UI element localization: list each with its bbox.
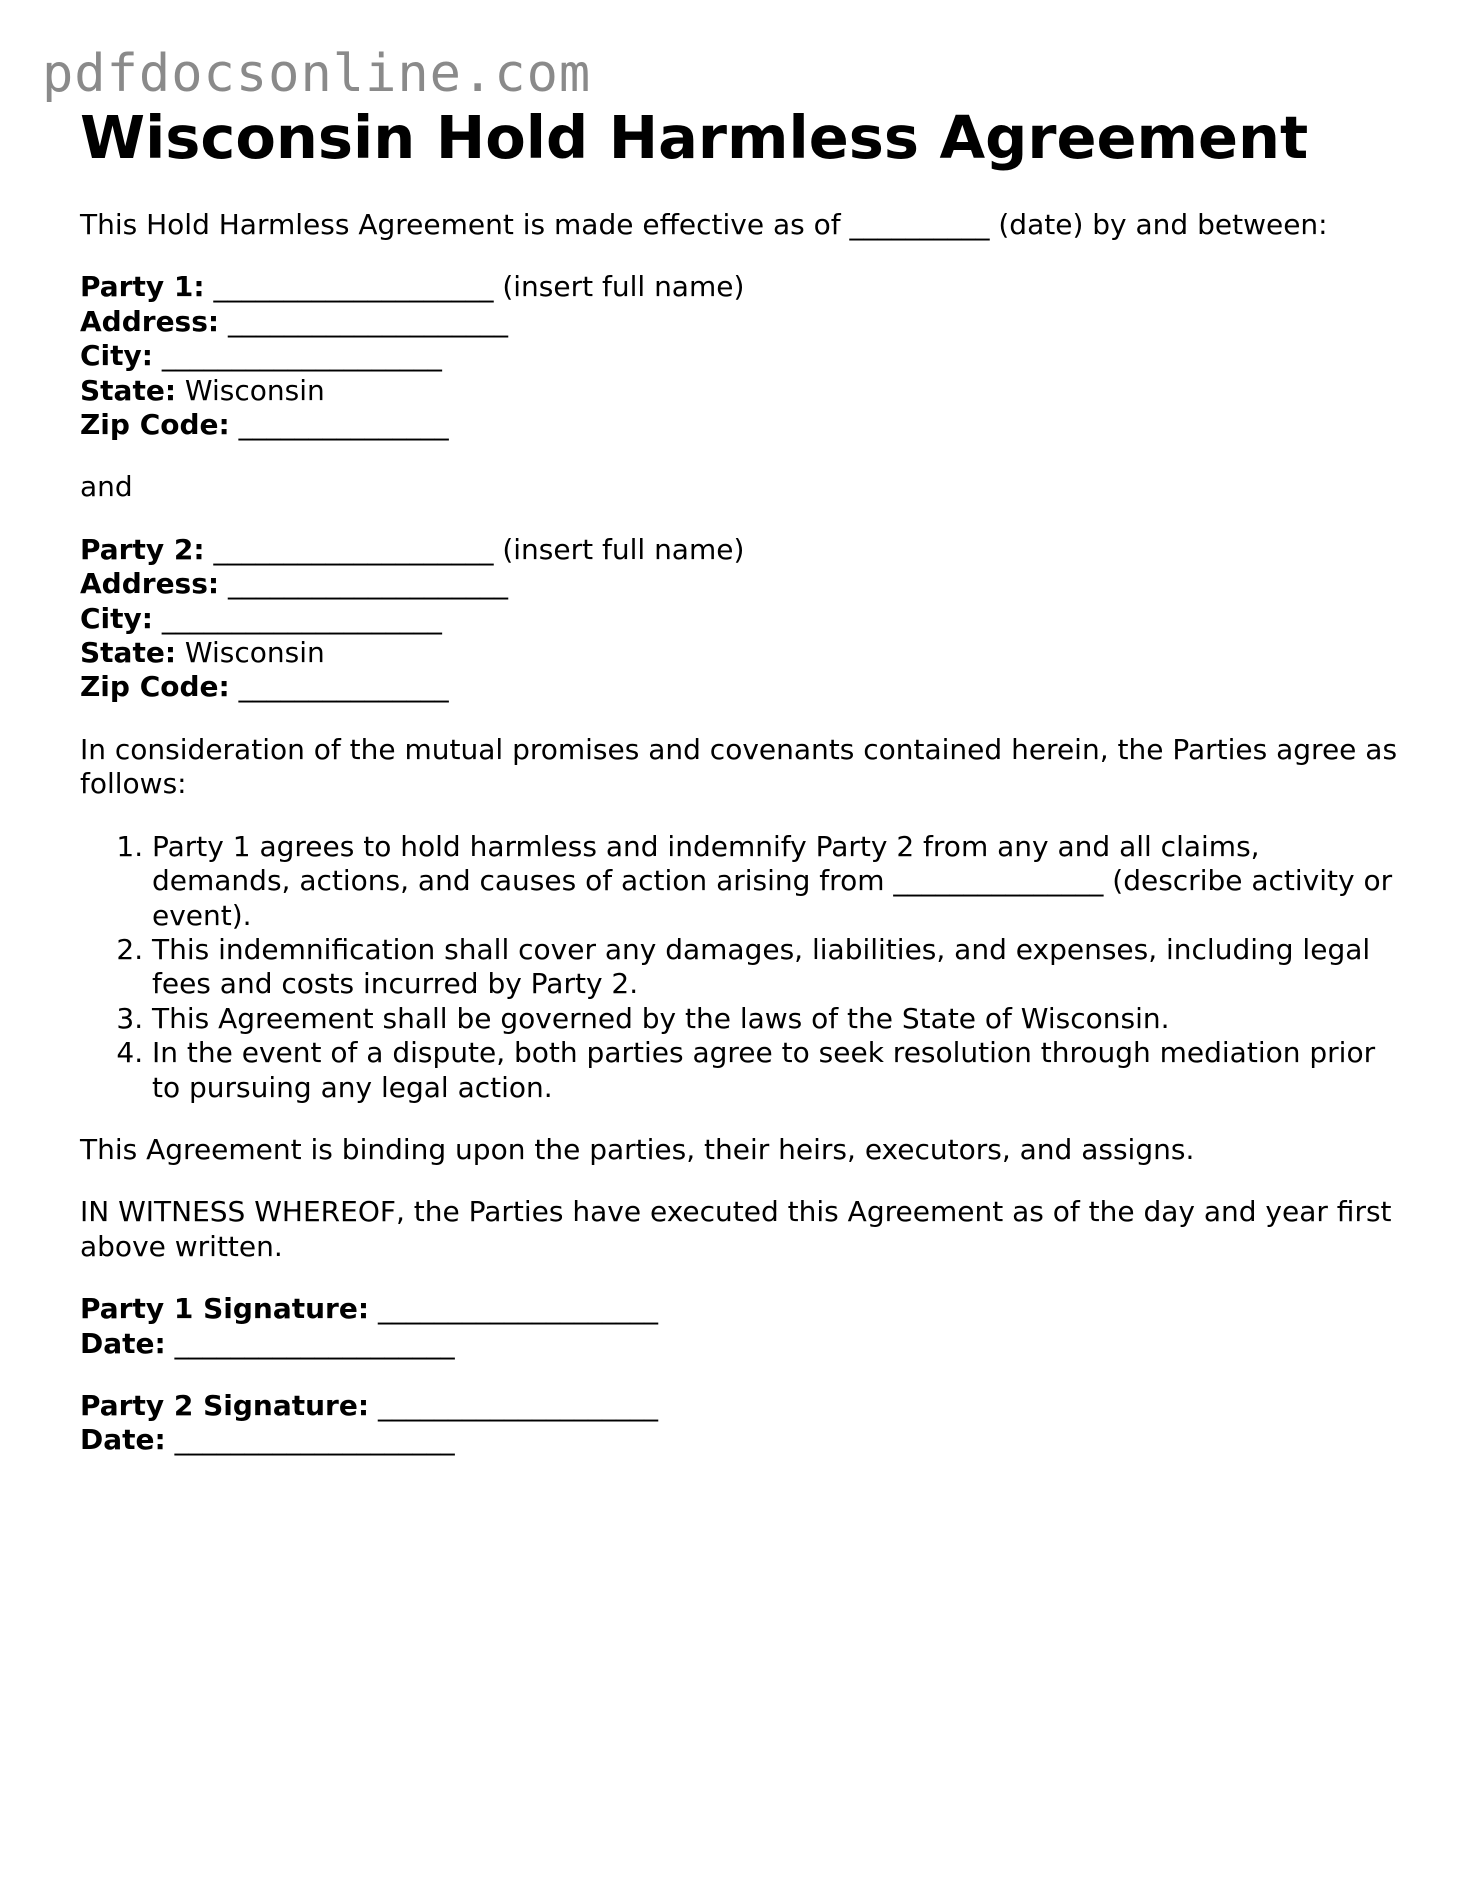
party1-state-line xyxy=(80,374,1400,408)
party2-name-line xyxy=(80,533,1400,567)
party2-address-field: ____________________ xyxy=(219,567,508,601)
party1-date-line xyxy=(80,1327,1400,1361)
consideration-paragraph: In consideration of the mutual promises and covenants contained herein, the Parties agree as follows: xyxy=(80,732,1398,801)
party1-address-field: ____________________ xyxy=(219,304,508,338)
party2-zip-line xyxy=(80,670,1400,704)
party1-name-field: ____________________ (insert full name) xyxy=(204,270,745,304)
binding-paragraph: This Agreement is binding upon the parties, their heirs, executors, and assigns. xyxy=(80,1132,1195,1166)
party2-zip-field: _______________ xyxy=(229,670,449,704)
party1-date-field: ____________________ xyxy=(165,1326,455,1360)
party1-zip-label: Zip Code: xyxy=(80,408,230,442)
party1-name-line xyxy=(80,270,1400,304)
party2-signature-block xyxy=(80,1389,1400,1458)
party2-state-line xyxy=(80,636,1400,670)
party2-signature-label: Party 2 Signature: xyxy=(80,1388,370,1422)
party2-name-label: Party 2: xyxy=(80,532,205,566)
intro-paragraph: This Hold Harmless Agreement is made effective as of __________ (date) by and between: xyxy=(80,208,1328,241)
term-item-1: 1. Party 1 agrees to hold harmless and indemnify Party 2 from any and all claims, demands, actions, and causes of action arising from _______________ (describe activity or event). xyxy=(152,830,1400,933)
party2-address-line xyxy=(80,567,1400,601)
party2-city-line xyxy=(80,602,1400,636)
party1-name-label: Party 1: xyxy=(80,270,205,304)
watermark: pdfdocsonline.com xyxy=(42,44,592,104)
party1-address-line xyxy=(80,305,1400,339)
party1-state-value: Wisconsin xyxy=(176,373,325,407)
party1-city-line xyxy=(80,339,1400,373)
party2-date-line xyxy=(80,1423,1400,1457)
terms-list xyxy=(80,830,1400,1105)
party2-signature-field: ____________________ xyxy=(369,1388,658,1422)
party1-block xyxy=(80,270,1400,442)
party1-state-label: State: xyxy=(80,373,177,407)
term-item-2: 2. This indemnification shall cover any damages, liabilities, and expenses, including legal fees and costs incurred by Party 2. xyxy=(152,933,1400,1002)
term-item-3: 3. This Agreement shall be governed by the laws of the State of Wisconsin. xyxy=(152,1002,1400,1036)
page-title: Wisconsin Hold Harmless Agreement xyxy=(80,103,1309,172)
party1-signature-field: ____________________ xyxy=(369,1292,658,1326)
party2-name-field: ____________________ (insert full name) xyxy=(204,532,745,566)
party2-state-value: Wisconsin xyxy=(176,636,325,670)
party1-address-label: Address: xyxy=(80,304,220,338)
term-item-4: 4. In the event of a dispute, both parties agree to seek resolution through mediation prior to pursuing any legal action. xyxy=(152,1036,1400,1105)
document xyxy=(80,100,1400,1458)
party2-city-field: ____________________ xyxy=(152,601,442,635)
party2-date-field: ____________________ xyxy=(165,1423,455,1457)
party2-block xyxy=(80,533,1400,705)
party1-date-label: Date: xyxy=(80,1326,166,1360)
party1-city-field: ____________________ xyxy=(152,339,442,373)
party2-city-label: City: xyxy=(80,601,153,635)
party2-signature-line xyxy=(80,1389,1400,1423)
party1-signature-block xyxy=(80,1292,1400,1361)
party1-city-label: City: xyxy=(80,339,153,373)
party2-date-label: Date: xyxy=(80,1423,166,1457)
witness-paragraph: IN WITNESS WHEREOF, the Parties have executed this Agreement as of the day and year first above written. xyxy=(80,1195,1392,1263)
party2-state-label: State: xyxy=(80,636,177,670)
party1-signature-label: Party 1 Signature: xyxy=(80,1292,370,1326)
party1-zip-line xyxy=(80,408,1400,442)
party2-address-label: Address: xyxy=(80,567,220,601)
and-text: and xyxy=(80,470,133,504)
party2-zip-label: Zip Code: xyxy=(80,670,230,704)
party1-zip-field: _______________ xyxy=(229,408,449,442)
party1-signature-line xyxy=(80,1292,1400,1326)
